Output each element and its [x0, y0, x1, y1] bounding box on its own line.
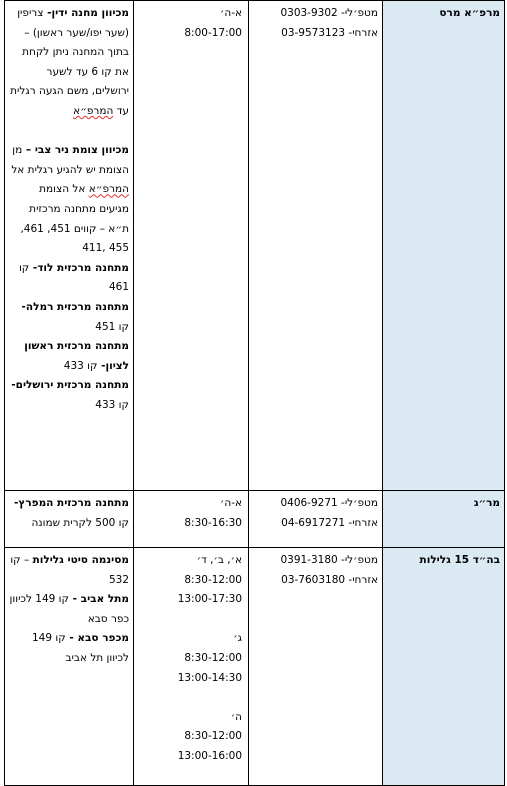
transport-heading: מתחנה מרכזית ראשון לציון-	[24, 340, 129, 372]
transport-heading: מתל אביב -	[69, 593, 129, 606]
hours-line: 13:00-16:00	[177, 749, 242, 762]
phone-line: אזרחי- 04-6917271	[281, 516, 378, 529]
transport-text: קו 433	[63, 359, 98, 372]
hours-cell	[134, 548, 249, 786]
transport-text: קו 149 לכיוון כפר סבא	[9, 593, 129, 625]
hours-line: א-ה׳	[219, 7, 242, 19]
table-row	[5, 1, 505, 491]
transport-text: קו 451	[95, 320, 129, 333]
transport-heading: מכיוון צומת ניר צבי –	[22, 144, 129, 157]
phone-cell	[249, 548, 383, 786]
hours-line: 8:30-12:00	[184, 651, 242, 664]
place-name: מרפ״א מרס	[439, 7, 500, 19]
transport-option	[9, 551, 129, 590]
transport-text: – קו 532	[10, 554, 129, 586]
place-cell	[383, 1, 505, 491]
hours-line: א-ה׳	[219, 497, 242, 509]
phone-line: אזרחי- 03-9573123	[281, 26, 378, 39]
place-name: בה״ד 15 גלילות	[419, 554, 500, 566]
place-cell	[383, 491, 505, 548]
transport-heading: מתחנה מרכזית המפרץ-	[14, 497, 129, 509]
hours-line: א׳, ב׳, ד׳	[196, 554, 242, 566]
transport-heading: מתחנה מרכזית רמלה-	[21, 300, 129, 313]
transport-heading: מסינמה סיטי גלילות	[32, 554, 129, 566]
transport-option	[9, 4, 129, 122]
transport-option	[9, 259, 129, 298]
hours-line: ג׳	[233, 632, 242, 645]
transport-heading: מכיוון מחנה ידין-	[43, 7, 129, 19]
transport-heading: מתחנה מרכזית ירושלים-	[11, 379, 129, 392]
hours-line: 13:00-14:30	[177, 671, 242, 684]
phone-line: אזרחי- 03-7603180	[281, 573, 378, 586]
transport-heading: מתחנה מרכזית לוד-	[29, 261, 129, 274]
hours-line: 13:00-17:30	[177, 593, 242, 606]
transport-cell	[5, 1, 134, 491]
transport-cell	[5, 491, 134, 548]
hours-line: 8:30-16:30	[184, 516, 242, 529]
transport-option	[9, 298, 129, 337]
place-cell	[383, 548, 505, 786]
phone-line: מטפ׳לי- 0303-9302	[280, 7, 378, 19]
phone-cell	[249, 1, 383, 491]
transport-option	[9, 376, 129, 415]
transport-option	[9, 494, 129, 533]
place-name: מר״ג	[473, 497, 500, 509]
transport-text: קו 149 לכיוון תל אביב	[32, 632, 129, 664]
table-row	[5, 548, 505, 786]
phone-cell	[249, 491, 383, 548]
hours-cell	[134, 491, 249, 548]
transport-option	[9, 629, 129, 668]
transport-underlined: המרפ״א	[73, 104, 114, 117]
transport-text: קו 433	[95, 398, 129, 411]
transport-table	[4, 0, 505, 786]
phone-line: מטפ׳לי- 0391-3180	[280, 554, 378, 566]
transport-option	[9, 141, 129, 259]
transport-option	[9, 590, 129, 629]
transport-heading: מכפר סבא -	[65, 632, 129, 645]
phone-line: מטפ׳לי- 0406-9271	[280, 497, 378, 509]
transport-text: קו 461	[18, 261, 129, 294]
transport-cell	[5, 548, 134, 786]
transport-text: מן הצומת יש להגיע רגלית אל	[11, 144, 129, 176]
transport-tail: אל הצומת מגיעים מתחנה מרכזית ת״א – קווים 451, 461, 455 ,411	[20, 183, 129, 255]
transport-underlined: המרפ״א	[88, 183, 129, 196]
transport-option	[9, 337, 129, 376]
hours-line: 8:30-12:00	[184, 730, 242, 743]
hours-cell	[134, 1, 249, 491]
transport-text: צריפין (שער יפו/שער ראשון) – בתוך המחנה ניתן לקחת את קו 6 עד לשער ירושלים, משם הגעה רגלית עד	[10, 7, 129, 117]
hours-line: 8:30-12:00	[184, 573, 242, 586]
table-row	[5, 491, 505, 548]
hours-line: ה׳	[230, 710, 242, 723]
transport-text: קו 500 לקרית שמונה	[31, 516, 129, 529]
hours-line: 8:00-17:00	[184, 26, 242, 39]
